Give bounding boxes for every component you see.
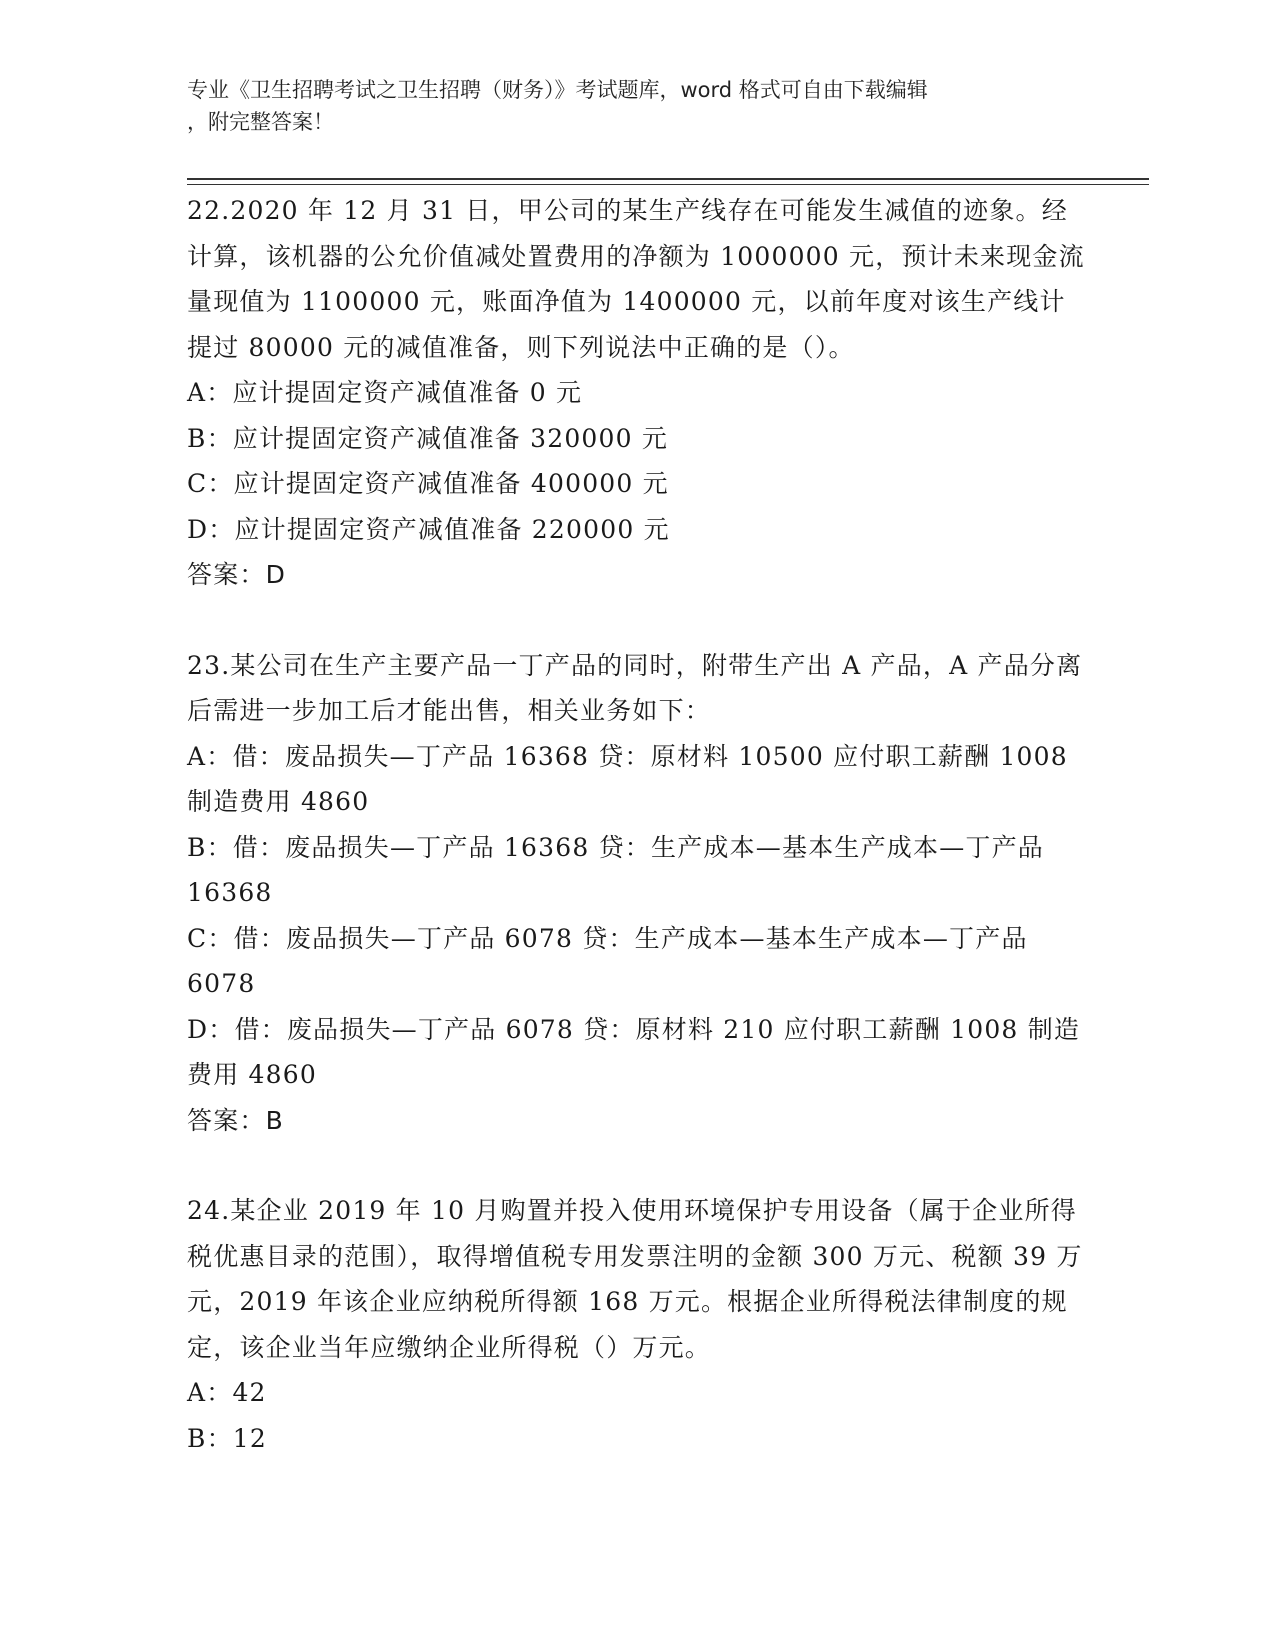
header-line-2: ，附完整答案！ bbox=[187, 110, 334, 134]
option-d: D：借：废品损失—丁产品 6078 贷：原材料 210 应付职工薪酬 1008 制造费用 4860 bbox=[187, 1014, 1081, 1089]
answer: 答案：D bbox=[187, 560, 287, 589]
question-stem: 23.某公司在生产主要产品一丁产品的同时，附带生产出 A 产品，A 产品分离后需进一步加工后才能出售，相关业务如下： bbox=[187, 650, 1083, 725]
option-d: D：应计提固定资产减值准备 220000 元 bbox=[187, 514, 670, 544]
answer: 答案：B bbox=[187, 1105, 284, 1135]
question-stem: 22.2020 年 12 月 31 日，甲公司的某生产线存在可能发生减值的迹象。经计算，该机器的公允价值减处置费用的净额为 1000000 元，预计未来现金流量现值为 1100000 元，账面净值为 1400000 元，以前年度对该生产线计提过 80000 元的减值准备，则下列说法中正确的是（）。 bbox=[187, 196, 1085, 362]
option-b: B：借：废品损失—丁产品 16368 贷：生产成本—基本生产成本—丁产品 16368 bbox=[187, 832, 1044, 907]
page-header bbox=[187, 74, 1087, 138]
question-stem: 24.某企业 2019 年 10 月购置并投入使用环境保护专用设备（属于企业所得税优惠目录的范围），取得增值税专用发票注明的金额 300 万元、税额 39 万元，2019 年该企业应纳税所得额 168 万元。根据企业所得税法律制度的规定，该企业当年应缴纳企业所得税（）万元。 bbox=[187, 1196, 1083, 1362]
option-a: A：借：废品损失—丁产品 16368 贷：原材料 10500 应付职工薪酬 1008 制造费用 4860 bbox=[187, 741, 1068, 816]
header-divider-thin bbox=[187, 184, 1149, 185]
option-c: C：借：废品损失—丁产品 6078 贷：生产成本—基本生产成本—丁产品 6078 bbox=[187, 923, 1028, 998]
question-23 bbox=[187, 643, 1087, 1144]
option-a: A：42 bbox=[187, 1378, 267, 1407]
option-a: A：应计提固定资产减值准备 0 元 bbox=[187, 378, 583, 407]
question-22 bbox=[187, 188, 1087, 598]
header-divider-thick bbox=[187, 178, 1149, 180]
header-line-1: 专业《卫生招聘考试之卫生招聘（财务）》考试题库，word 格式可自由下载编辑 bbox=[187, 78, 928, 102]
option-b: B：12 bbox=[187, 1423, 267, 1453]
question-list bbox=[187, 188, 1087, 1461]
option-c: C：应计提固定资产减值准备 400000 元 bbox=[187, 469, 669, 498]
question-24 bbox=[187, 1188, 1087, 1461]
option-b: B：应计提固定资产减值准备 320000 元 bbox=[187, 423, 669, 453]
